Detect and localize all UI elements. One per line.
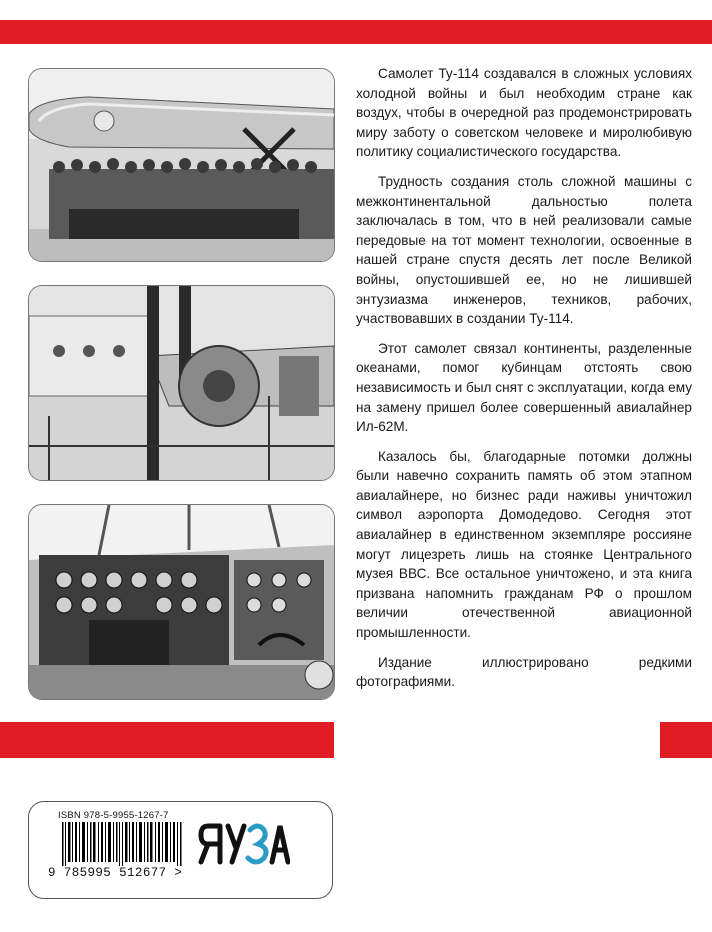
right-red-band [660, 722, 712, 758]
cover-blurb [356, 64, 692, 702]
paragraph: Трудность создания столь сложной машины с межконтинентальной дальностью полета заключалась в том, что в ней реализовали самые передовые на тот момент технологии, освоенные в нашей стране спустя десять лет после Великой войны, опустошившей ее, но не лишившей энтузиазма инженеров, техников, рабочих, участвовавших в создании Ту-114. [356, 173, 692, 327]
paragraph: Издание иллюстрировано редкими фотографиями. [356, 654, 692, 690]
paragraph: Казалось бы, благодарные потомки должны были навечно сохранить память об этом этапном авиалайнере, но бизнес ради наживы уничтожил символ аэропорта Домодедово. Сегодня этот авиалайнер в единственном экземпляре россияне могут лицезреть лишь на стоянке Центрального музея ВВС. Все остальное уничтожено, и эта книга призвана напомнить гражданам РФ о прошлом величии отечественной авиационной промышленности. [356, 448, 692, 641]
left-red-band [0, 722, 334, 758]
isbn-label: ISBN 978-5-9955-1267-7 [58, 810, 169, 821]
photo-engine-maintenance [28, 285, 335, 481]
barcode [62, 822, 182, 866]
photo-cockpit-instrument-panel [28, 504, 335, 700]
paragraph: Этот самолет связал континенты, разделенные океанами, помог кубинцам отстоять свою независимость и был снят с эксплуатации, когда ему на замену пришел более совершенный авиалайнер Ил-62М. [356, 340, 692, 435]
photo-crew-in-front-of-aircraft [28, 68, 335, 262]
top-red-band [0, 20, 712, 44]
paragraph: Самолет Ту-114 создавался в сложных условиях холодной войны и был необходим стране как воздух, чтобы в очередной раз продемонстрировать миру заботу о советском человеке и миролюбивую политику социалистического государства. [356, 66, 692, 160]
barcode-digits: 9 785995 512677 > [48, 866, 183, 880]
publisher-logo [198, 818, 290, 872]
